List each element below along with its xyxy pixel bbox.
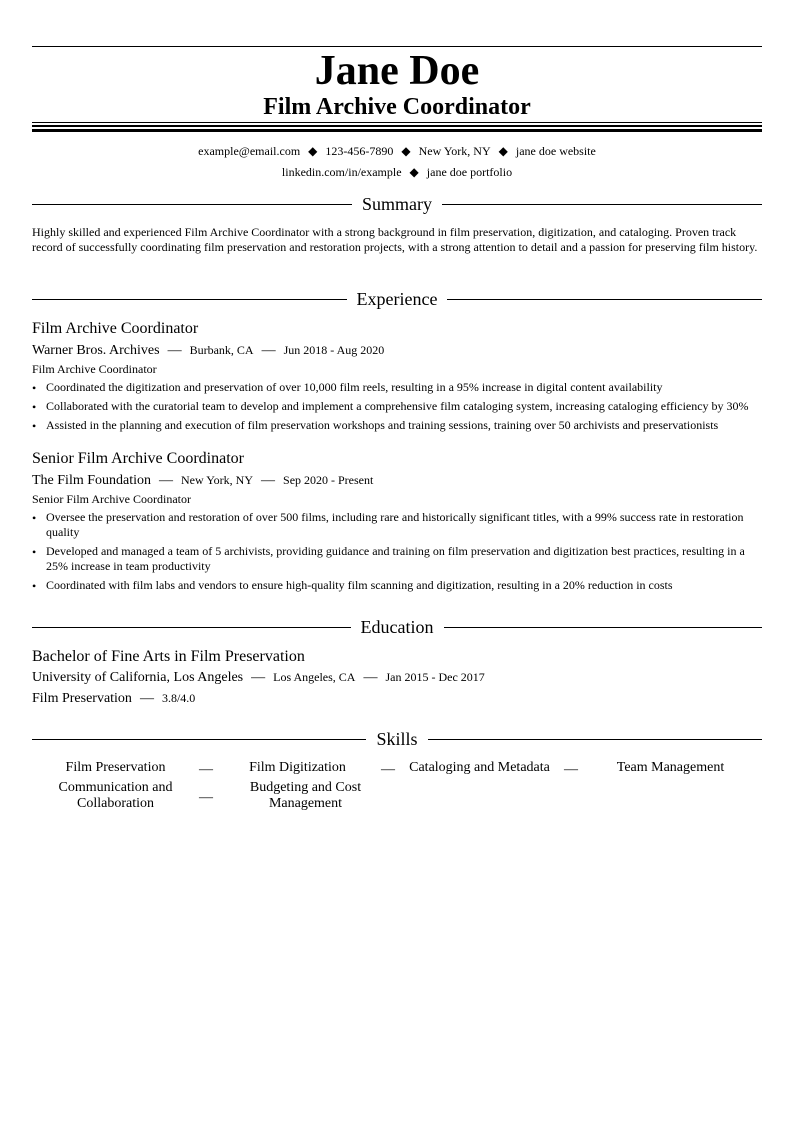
bullet-icon: • [32,579,37,593]
heading-rule [442,204,762,205]
header-rule-thick [32,129,762,132]
skill-item: Cataloging and Metadata [409,760,550,775]
dash-separator: — [167,343,182,358]
heading-rule [447,299,762,300]
bullet-icon: • [32,511,37,525]
dash-separator: — [381,762,395,777]
bullet-icon: • [32,545,37,559]
diamond-separator-icon: ◆ [308,144,318,158]
heading-rule [32,627,351,628]
section-label: Summary [362,194,432,214]
section-heading-experience [32,287,762,311]
contact-location: New York, NY [418,144,491,158]
job-location: Burbank, CA [189,343,254,357]
education-meta [32,668,485,687]
diamond-separator-icon: ◆ [498,144,508,158]
bullet-icon: • [32,400,37,414]
list-item [32,544,762,574]
candidate-title: Film Archive Coordinator [263,94,531,120]
heading-rule [32,739,366,740]
heading-rule [428,739,762,740]
skill-item: Film Preservation [65,760,166,775]
contact-portfolio[interactable]: jane doe portfolio [426,165,513,179]
school-name: University of California, Los Angeles [32,670,244,685]
section-heading-summary [32,192,762,216]
dash-separator: — [564,762,578,777]
bullet-icon: • [32,419,37,433]
contact-email[interactable]: example@email.com [198,144,301,158]
contact-website[interactable]: jane doe website [515,144,596,158]
job-meta [32,341,384,360]
bullet-text: Coordinated the digitization and preservation of over 10,000 film reels, resulting in a 95% increase in digital content availability [46,380,663,394]
dash-separator: — [139,691,154,706]
bullet-text: Assisted in the planning and execution of film preservation workshops and training sessions, training over 50 archivists and preservationists [46,418,719,432]
bullet-icon: • [32,381,37,395]
list-item [32,418,762,433]
dash-separator: — [199,790,213,805]
job-bullets [32,380,762,437]
job-company: Warner Bros. Archives [32,343,160,358]
job-meta [32,471,373,490]
job-location: New York, NY [181,473,254,487]
diamond-separator-icon: ◆ [401,144,411,158]
skill-item: Communication and Collaboration [58,780,173,811]
skill-item: Team Management [616,760,725,775]
job-title: Senior Film Archive Coordinator [32,450,244,467]
skill-item: Budgeting and Cost Management [249,780,362,811]
diamond-separator-icon: ◆ [409,165,419,179]
section-label: Experience [356,289,438,309]
heading-rule [32,204,352,205]
bullet-text: Coordinated with film labs and vendors to ensure high-quality film scanning and digitization, resulting in a 20% reduction in costs [46,578,673,592]
dash-separator: — [363,670,378,685]
bullet-text: Developed and managed a team of 5 archivists, providing guidance and training on film preservation and digitization best practices, resulting in a 25% increase in team productivity [46,544,745,573]
dash-separator: — [159,473,173,488]
job-title: Film Archive Coordinator [32,320,199,337]
heading-rule [444,627,763,628]
list-item [32,380,762,395]
dash-separator: — [261,343,276,358]
heading-rule [32,299,347,300]
job-dates: Sep 2020 - Present [283,473,374,487]
top-rule [32,46,762,47]
list-item [32,578,762,593]
job-bullets [32,510,762,597]
bullet-text: Collaborated with the curatorial team to develop and implement a comprehensive film cataloging system, increasing cataloging efficiency by 30% [46,399,749,413]
education-field: Film Preservation [32,691,132,706]
header-rule-thin [32,122,762,123]
header-rule-medium [32,125,762,127]
section-heading-education [32,615,762,639]
contact-phone: 123-456-7890 [325,144,394,158]
skill-item: Film Digitization [249,760,346,775]
education-gpa: 3.8/4.0 [161,691,196,705]
contact-linkedin[interactable]: linkedin.com/in/example [281,165,402,179]
dash-separator: — [199,762,213,777]
contact-line-2 [32,164,762,180]
list-item [32,510,762,540]
job-company: The Film Foundation [32,473,151,488]
education-field-meta [32,689,195,708]
school-location: Los Angeles, CA [273,670,356,684]
section-heading-skills [32,727,762,751]
dash-separator: — [251,670,266,685]
contact-line-1 [32,143,762,159]
job-role: Senior Film Archive Coordinator [32,492,191,506]
candidate-name: Jane Doe [314,48,480,94]
job-dates: Jun 2018 - Aug 2020 [283,343,385,357]
job-role: Film Archive Coordinator [32,362,157,376]
degree-title: Bachelor of Fine Arts in Film Preservation [32,648,305,665]
summary-text: Highly skilled and experienced Film Archive Coordinator with a strong background in film preservation, digitization, and cataloging. Proven track record of successfully coordinating film preservation and restoration projects, with a strong attention to detail and a passion for preserving film history. [32,225,758,254]
section-label: Skills [376,729,418,749]
bullet-text: Oversee the preservation and restoration of over 500 films, including rare and historically significant titles, with a 99% success rate in restoration quality [46,510,744,539]
section-label: Education [360,617,434,637]
dash-separator: — [261,473,276,488]
education-dates: Jan 2015 - Dec 2017 [385,670,485,684]
list-item [32,399,762,414]
